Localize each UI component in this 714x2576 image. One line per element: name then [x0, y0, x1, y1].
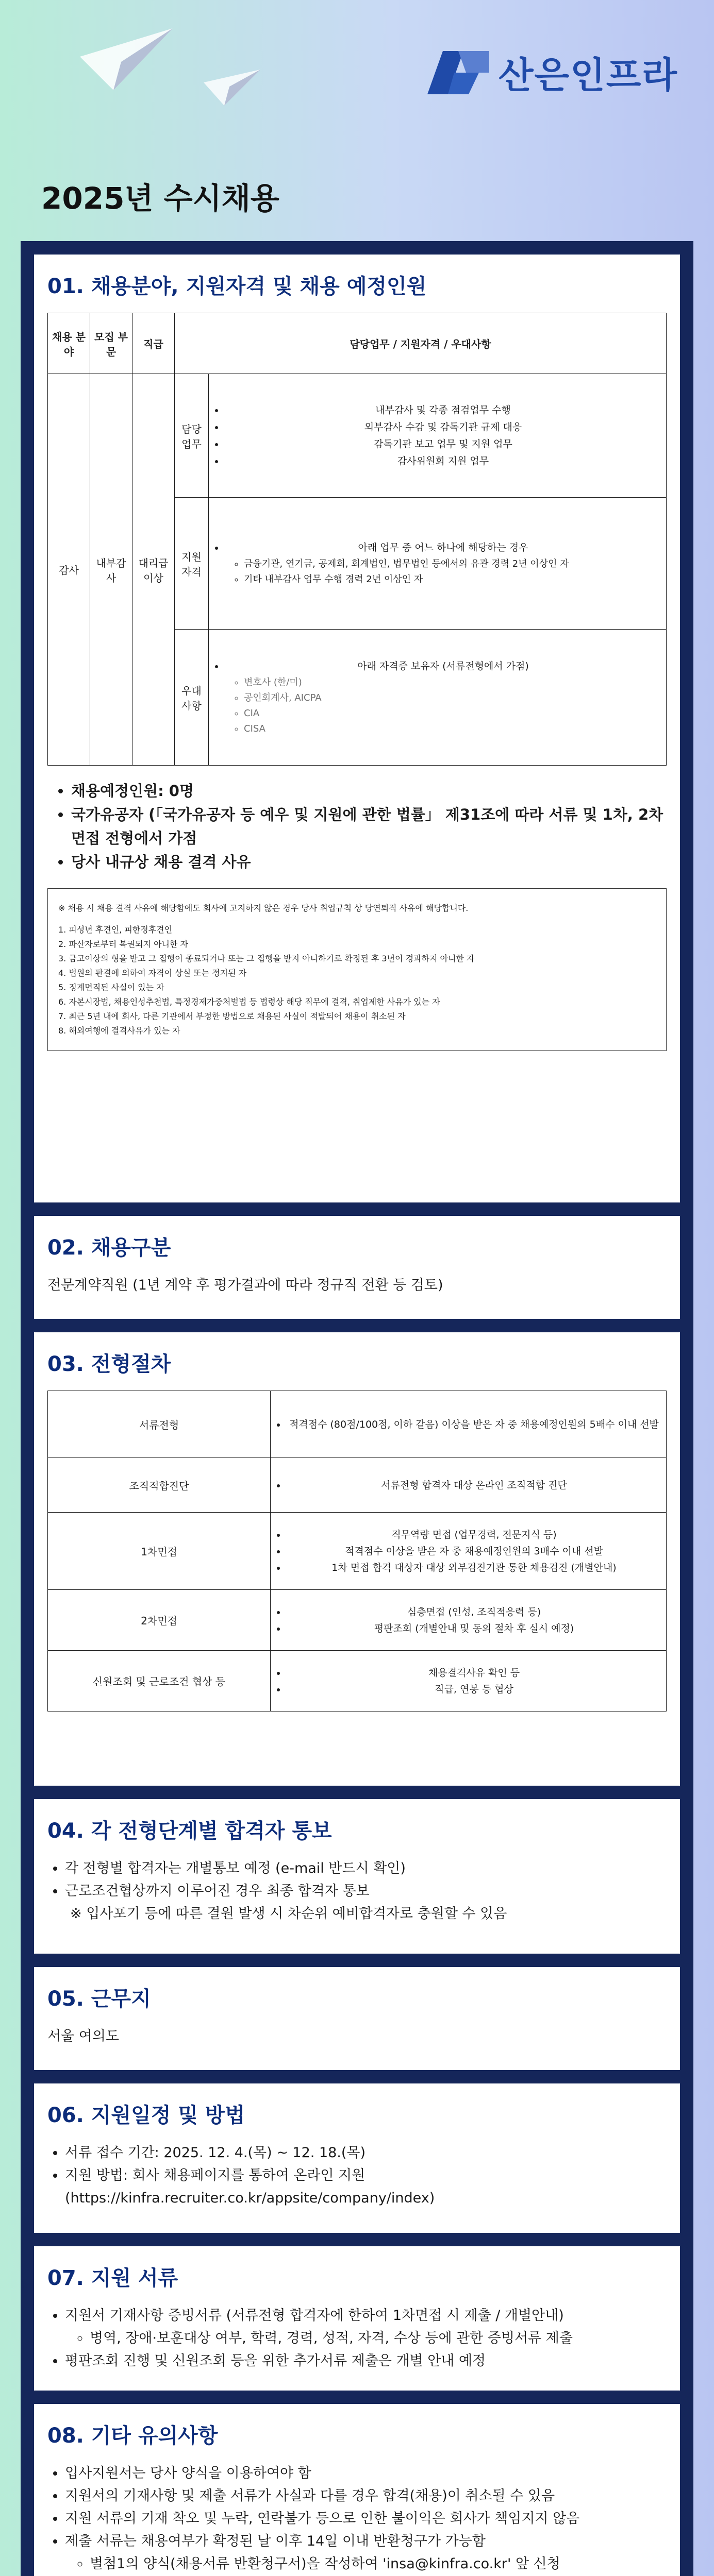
document-subitem: ◦ 병역, 장애·보훈대상 여부, 학력, 경력, 성적, 자격, 수상 등에 관한 증빙서류 제출 [90, 2327, 667, 2350]
section-employment-type [34, 1216, 680, 1319]
section-title: 08. 기타 유의사항 [47, 2424, 218, 2448]
process-desc [271, 1391, 667, 1458]
schedule-list [65, 2142, 667, 2210]
paper-plane-icon [77, 26, 175, 93]
note-item: • 입사지원서는 당사 양식을 이용하여야 함 [65, 2462, 667, 2485]
paper-plane-icon [201, 67, 263, 108]
recruitment-table [47, 313, 667, 766]
notification-item: • 각 전형별 합격자는 개별통보 예정 (e-mail 반드시 확인) [65, 1857, 667, 1880]
disqualification-notice [47, 888, 667, 1051]
pref-sub: ◦ CISA [244, 721, 662, 737]
section-title: 05. 근무지 [47, 1987, 151, 2011]
pref-label: 우대 사항 [175, 630, 209, 766]
header [0, 0, 714, 216]
duty-content [209, 374, 667, 498]
section-title: 03. 전형절차 [47, 1352, 171, 1376]
process-item: • 직급, 연봉 등 협상 [286, 1681, 662, 1698]
duty-item: • 감독기관 보고 업무 및 지원 업무 [224, 436, 662, 453]
note-item: • 지원 서류의 기재 착오 및 누락, 연락불가 등으로 인한 불이익은 회사가 책임지지 않음 [65, 2507, 667, 2530]
note-subitem: ◦ 별첨1의 양식(채용서류 반환청구서)을 작성하여 'insa@kinfra.co.kr' 앞 신청 [90, 2553, 667, 2575]
note-item: • 지원서의 기재사항 및 제출 서류가 사실과 다를 경우 합격(채용)이 취소될 수 있음 [65, 2485, 667, 2507]
process-desc [271, 1513, 667, 1590]
notice-item: 6. 자본시장법, 채용인성추천법, 특정경제가중처벌법 등 법령상 해당 직무에 결격, 취업제한 사유가 있는 자 [58, 997, 440, 1007]
brand-name: 산은인프라 [498, 54, 678, 96]
dept-cell: 내부감사 [90, 374, 132, 766]
process-desc [271, 1651, 667, 1711]
content-panel [21, 241, 693, 2576]
duty-item: • 외부감사 수감 및 감독기관 규제 대응 [224, 419, 662, 436]
process-desc [271, 1590, 667, 1651]
process-stage: 조직적합진단 [48, 1458, 271, 1513]
col-header: 직급 [132, 313, 175, 374]
highlight-list [61, 779, 667, 874]
section-documents [34, 2246, 680, 2391]
pref-content [209, 630, 667, 766]
document-item: • 평판조회 진행 및 신원조회 등을 위한 추가서류 제출은 개별 안내 예정 [65, 2350, 667, 2372]
process-item: • 직무역량 면접 (업무경력, 전문지식 등) [286, 1527, 662, 1543]
grade-cell: 대리급 이상 [132, 374, 175, 766]
notice-item: 4. 법원의 판결에 의하여 자격이 상실 또는 정지된 자 [58, 968, 247, 978]
qual-content [209, 498, 667, 630]
notice-item: 2. 파산자로부터 복권되지 아니한 자 [58, 939, 188, 949]
document-item: • 지원서 기재사항 증빙서류 (서류전형 합격자에 한하여 1차면접 시 제출 / 개별안내) [65, 2304, 667, 2327]
process-item: • 적격점수 (80점/100점, 이하 같음) 이상을 받은 자 중 채용예정인원의 5배수 이내 선발 [286, 1416, 662, 1433]
section-recruitment-field [34, 255, 680, 1202]
section-process [34, 1332, 680, 1786]
highlight-item: • 채용예정인원: 0명 [71, 779, 667, 803]
section-title: 04. 각 전형단계별 합격자 통보 [47, 1819, 332, 1843]
notification-list [65, 1857, 667, 1925]
process-item: • 심층면접 (인성, 조직적응력 등) [286, 1604, 662, 1620]
section-notification [34, 1799, 680, 1954]
process-item: • 채용결격사유 확인 등 [286, 1665, 662, 1681]
qual-label: 지원 자격 [175, 498, 209, 630]
notice-item: 1. 피성년 후견인, 피한정후견인 [58, 925, 173, 935]
note-item: • 제출 서류는 채용여부가 확정된 날 이후 14일 이내 반환청구가 가능함 [65, 2530, 667, 2553]
col-header: 담당업무 / 지원자격 / 우대사항 [175, 313, 667, 374]
application-url[interactable]: (https://kinfra.recruiter.co.kr/appsite/company/index) [65, 2190, 435, 2206]
workplace-text: 서울 여의도 [47, 2028, 119, 2044]
notice-item: 5. 징계면직된 사실이 있는 자 [58, 982, 164, 992]
section-schedule [34, 2083, 680, 2233]
notice-item: 3. 금고이상의 형을 받고 그 집행이 종료되거나 또는 그 집행을 받지 아니하기로 확정된 후 3년이 경과하지 아니한 자 [58, 954, 475, 963]
process-item: • 서류전형 합격자 대상 온라인 조직적합 진단 [286, 1477, 662, 1494]
process-stage: 서류전형 [48, 1391, 271, 1458]
qual-sub: ◦ 금융기관, 연기금, 공제회, 회계법인, 법무법인 등에서의 유관 경력 2년 이상인 자 [244, 556, 662, 572]
duty-item: • 감사위원회 지원 업무 [224, 453, 662, 470]
process-stage: 신원조회 및 근로조건 협상 등 [48, 1651, 271, 1711]
page-title: 2025년 수시채용 [41, 181, 279, 216]
field-cell: 감사 [48, 374, 90, 766]
schedule-item: • 서류 접수 기간: 2025. 12. 4.(목) ~ 12. 18.(목) [65, 2142, 667, 2164]
pref-sub: ◦ CIA [244, 706, 662, 721]
process-item: • 적격점수 이상을 받은 자 중 채용예정인원의 3배수 이내 선발 [286, 1543, 662, 1560]
process-stage: 1차면접 [48, 1513, 271, 1590]
process-item: • 평판조회 (개별안내 및 동의 절차 후 실시 예정) [286, 1620, 662, 1637]
notes-list [65, 2462, 667, 2576]
qual-main: • 아래 업무 중 어느 하나에 해당하는 경우 [224, 539, 662, 556]
pref-main: • 아래 자격증 보유자 (서류전형에서 가점) [224, 658, 662, 675]
duty-label: 담당 업무 [175, 374, 209, 498]
brand-logo [427, 46, 678, 98]
qual-sub: ◦ 기타 내부감사 업무 수행 경력 2년 이상인 자 [244, 572, 662, 587]
notice-item: 8. 해외여행에 결격사유가 있는 자 [58, 1026, 180, 1036]
col-header: 채용 분야 [48, 313, 90, 374]
process-desc [271, 1458, 667, 1513]
process-stage: 2차면접 [48, 1590, 271, 1651]
col-header: 모집 부문 [90, 313, 132, 374]
notification-item: • 근로조건협상까지 이루어진 경우 최종 합격자 통보 [65, 1880, 667, 1903]
section-title: 02. 채용구분 [47, 1236, 171, 1260]
process-table [47, 1391, 667, 1711]
pref-sub: ◦ 공인회계사, AICPA [244, 690, 662, 706]
section-workplace [34, 1967, 680, 2070]
brand-mark-icon [427, 51, 489, 94]
section-title: 06. 지원일정 및 방법 [47, 2104, 245, 2127]
notification-note: ※ 입사포기 등에 따른 결원 발생 시 차순위 예비합격자로 충원할 수 있음 [70, 1906, 507, 1922]
highlight-item: • 당사 내규상 채용 결격 사유 [71, 850, 667, 874]
documents-list [65, 2304, 667, 2372]
employment-type-text: 전문계약직원 (1년 계약 후 평가결과에 따라 정규직 전환 등 검토) [47, 1277, 443, 1293]
section-notes [34, 2404, 680, 2576]
notice-intro: ※ 채용 시 채용 결격 사유에 해당함에도 회사에 고지하지 않은 경우 당사 취업규칙 상 당연퇴직 사유에 해당합니다. [58, 903, 469, 913]
notice-item: 7. 최근 5년 내에 회사, 다른 기관에서 부정한 방법으로 채용된 사실이 적발되어 채용이 취소된 자 [58, 1011, 406, 1021]
duty-item: • 내부감사 및 각종 점검업무 수행 [224, 402, 662, 419]
pref-sub: ◦ 변호사 (한/미) [244, 675, 662, 690]
section-title: 07. 지원 서류 [47, 2266, 178, 2290]
highlight-item: • 국가유공자 (「국가유공자 등 예우 및 지원에 관한 법률」 제31조에 따라 서류 및 1차, 2차 면접 전형에서 가점 [71, 803, 667, 850]
section-title: 01. 채용분야, 지원자격 및 채용 예정인원 [47, 275, 427, 298]
schedule-item: • 지원 방법: 회사 채용페이지를 통하여 온라인 지원 [65, 2164, 667, 2187]
process-item: • 1차 면접 합격 대상자 대상 외부검진기관 통한 채용검진 (개별안내) [286, 1560, 662, 1576]
